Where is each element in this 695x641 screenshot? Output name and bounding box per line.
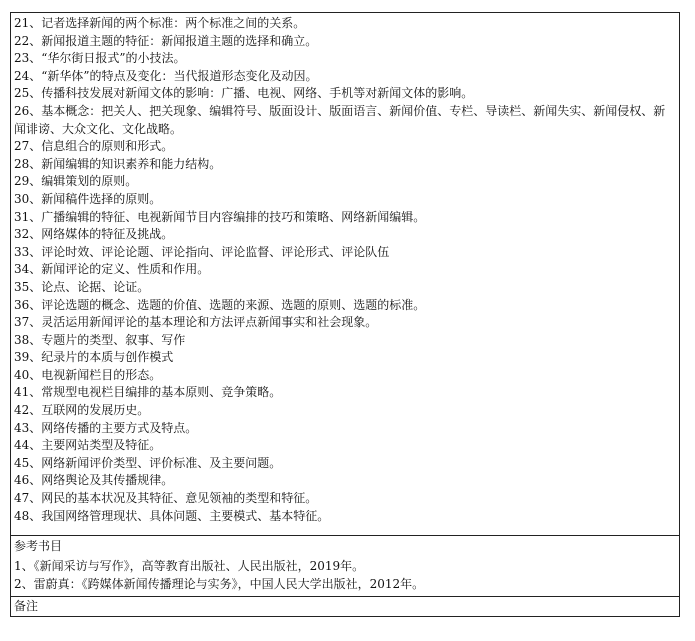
topic-item: 29、编辑策划的原则。 — [14, 174, 138, 189]
reference-item: 1、《新闻采访与写作》，高等教育出版社、人民出版社，2019年。 — [14, 558, 365, 573]
notes-cell — [11, 597, 680, 617]
topic-item: 32、网络媒体的特征及挑战。 — [14, 227, 174, 242]
topic-item: 39、纪录片的本质与创作模式 — [14, 350, 174, 365]
topic-item: 46、网络舆论及其传播规律。 — [14, 473, 174, 488]
topic-item: 27、信息组合的原则和形式。 — [14, 139, 174, 154]
notes-label: 备注 — [14, 599, 39, 613]
topics-row — [11, 13, 680, 536]
references-heading: 参考书目 — [14, 539, 63, 554]
topic-item: 43、网络传播的主要方式及特点。 — [14, 420, 198, 435]
topic-item: 23、“华尔街日报式”的小技法。 — [14, 51, 186, 66]
topic-item: 21、记者选择新闻的两个标准：两个标准之间的关系。 — [14, 16, 306, 30]
topic-item: 30、新闻稿件选择的原则。 — [14, 191, 162, 206]
topic-item: 25、传播科技发展对新闻文体的影响：广播、电视、网络、手机等对新闻文体的影响。 — [14, 86, 474, 101]
notes-row — [11, 597, 680, 617]
topic-item: 41、常规型电视栏目编排的基本原则、竞争策略。 — [14, 385, 282, 400]
topic-item: 24、“新华体”的特点及变化：当代报道形态变化及动因。 — [14, 68, 318, 83]
topic-item: 38、专题片的类型、叙事、写作 — [14, 332, 186, 347]
references-row — [11, 536, 680, 597]
topic-item: 40、电视新闻栏目的形态。 — [14, 367, 162, 382]
syllabus-table — [10, 12, 680, 617]
topic-item: 35、论点、论据、论证。 — [14, 279, 150, 294]
topic-item: 44、主要网站类型及特征。 — [14, 438, 162, 453]
topic-list — [14, 15, 676, 525]
topic-item: 47、网民的基本状况及其特征、意见领袖的类型和特征。 — [14, 491, 318, 506]
topics-cell — [11, 13, 680, 536]
topic-item: 37、灵活运用新闻评论的基本理论和方法评点新闻事实和社会现象。 — [14, 315, 378, 330]
references-cell — [11, 536, 680, 597]
topic-item: 31、广播编辑的特征、电视新闻节目内容编排的技巧和策略、网络新闻编辑。 — [14, 209, 426, 224]
topic-item: 48、我国网络管理现状、具体问题、主要模式、基本特征。 — [14, 508, 330, 523]
topic-item: 34、新闻评论的定义、性质和作用。 — [14, 262, 210, 277]
topic-item: 28、新闻编辑的知识素养和能力结构。 — [14, 156, 222, 171]
topic-item: 26、基本概念：把关人、把关现象、编辑符号、版面设计、版面语言、新闻价值、专栏、导读栏、新闻失实、新闻侵权、新闻诽谤、大众文化、文化战略。 — [14, 103, 666, 136]
topic-item: 33、评论时效、评论论题、评论指向、评论监督、评论形式、评论队伍 — [14, 244, 390, 259]
topic-item: 42、互联网的发展历史。 — [14, 403, 150, 418]
topic-item: 22、新闻报道主题的特征：新闻报道主题的选择和确立。 — [14, 33, 318, 48]
topic-item: 45、网络新闻评价类型、评价标准、及主要问题。 — [14, 455, 282, 470]
reference-item: 2、雷蔚真：《跨媒体新闻传播理论与实务》，中国人民大学出版社，2012年。 — [14, 577, 425, 592]
topic-item: 36、评论选题的概念、选题的价值、选题的来源、选题的原则、选题的标准。 — [14, 297, 426, 312]
